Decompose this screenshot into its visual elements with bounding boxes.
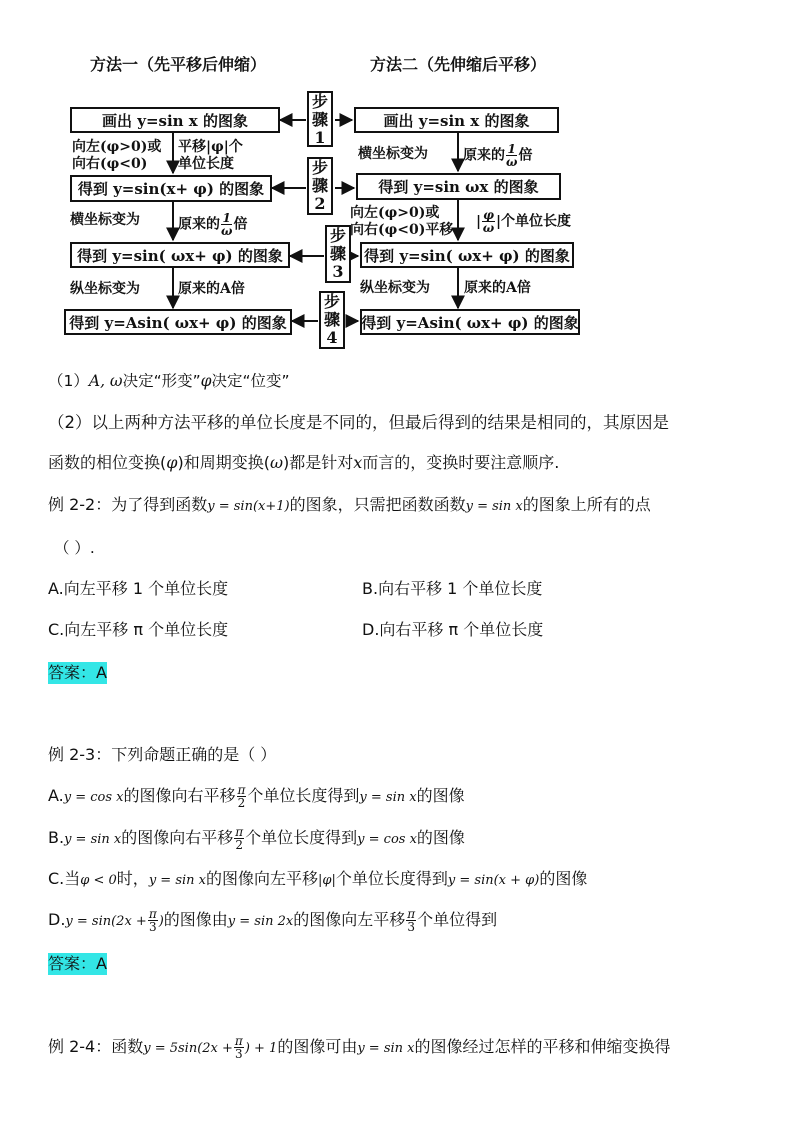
ex22-question-line-1 [48,494,651,518]
ex24-func-b: ) + 1 [244,1041,278,1056]
left-box-4: 得到 y=Asin( ωx+ φ) 的图象 [64,309,292,335]
ex23-d-frac1-num: π [148,907,157,921]
ex23-a-fraction [237,784,247,809]
ex23-d-text-1: 的图像由 [163,910,228,929]
ex22-option-b[interactable]: B.向右平移 1 个单位长度 [362,579,543,598]
ex23-b-text-3: 的图像 [416,828,465,847]
ex23-d-frac1-den: 3 [148,920,157,934]
left-shift-text-c: 平移|φ|个 [178,139,243,155]
ex24-frac-num: π [234,1034,243,1048]
ex23-d-text-3: 个单位得到 [417,910,498,929]
right-box-3: 得到 y=sin( ωx+ φ) 的图象 [360,242,574,268]
ex23-c-func-1: y = sin x [148,873,206,888]
note-1-num: （1） [48,372,89,390]
ex23-b-func-1: y = sin x [64,832,122,847]
left-box-2: 得到 y=sin(x+ φ) 的图象 [70,175,272,202]
left-box-1: 画出 y=sin x 的图象 [70,107,280,133]
step-4-label: 步 骤 4 [323,292,340,347]
right-shift-text-a: 向左(φ>0)或 [350,205,440,221]
right-frac-den: ω [506,155,518,169]
right-scale-y-text-b: 原来的A倍 [464,280,531,296]
right-box-1: 画出 y=sin x 的图象 [354,107,559,133]
ex23-a-text-3: 的图像 [416,786,465,805]
ex23-d-label: D. [48,910,66,929]
ex23-d-func-2: y = sin 2x [227,914,294,929]
left-shift-text-a: 向左(φ>0)或 [72,139,162,155]
ex23-b-frac-num: π [235,825,244,839]
note-1-text-a: 决定“形变” [122,372,201,390]
right-box-4: 得到 y=Asin( ωx+ φ) 的图象 [360,309,580,335]
ex23-c-text-4: 的图像 [539,869,588,888]
ex22-option-a[interactable]: A.向左平移 1 个单位长度 [48,579,229,598]
ex22-answer: 答案：A [48,663,107,682]
left-shift-text-d: 单位长度 [178,156,234,172]
ex22-func-2: y = sin x [465,499,523,514]
note-2-line-1: （2）以上两种方法平移的单位长度是不同的，但最后得到的结果是相同的，其原因是 [48,413,669,432]
right-shift-frac-den: ω [482,221,495,235]
left-frac-den: ω [221,224,233,238]
step-box-3 [325,225,351,283]
method1-title: 方法一（先平移后伸缩） [90,55,267,74]
ex23-d-frac2-num: π [407,907,416,921]
ex23-b-label: B. [48,828,65,847]
ex24-fraction [234,1035,244,1060]
note-2-omega: ω [269,453,283,472]
ex23-a-frac-num: π [237,783,246,797]
ex22-text-a: 例 2-2：为了得到函数 [48,495,208,514]
left-scale-x-text-b [178,212,247,237]
step-box-4 [319,291,345,349]
step-2-label: 步 骤 2 [311,158,328,213]
note-2-text-c: )都是针对 [283,453,354,472]
ex24-text-c: 的图像经过怎样的平移和伸缩变换得 [414,1037,671,1056]
note-2-x: x [353,453,363,472]
right-scale-y-text-a: 纵坐标变为 [360,280,430,296]
left-scale-y-text-b: 原来的A倍 [178,281,245,297]
ex23-a-text-1: 的图像向右平移 [123,786,236,805]
note-2-phi: φ [166,453,178,472]
ex24-text-a: 例 2-4：函数 [48,1037,144,1056]
note-1-phi: φ [200,372,212,390]
ex23-d-text-2: 的图像向左平移 [293,910,406,929]
ex23-d-fraction-1 [148,908,158,933]
ex23-c-label: C.当 [48,869,81,888]
ex23-answer: 答案：A [48,954,107,973]
left-scale-x-fraction [221,212,232,237]
ex22-option-c[interactable]: C.向左平移 π 个单位长度 [48,620,229,639]
step-3-label: 步 骤 3 [329,226,346,281]
step-1-label: 步 骤 1 [311,92,328,147]
right-shift-text-b: 向右(φ<0)平移 [350,222,454,238]
ex22-text-c: 的图象上所有的点 [522,495,651,514]
ex23-c-text-1: 时， [116,869,149,888]
ex23-c-text-2: 的图像向左平移 [205,869,318,888]
right-shift-text-c: | $\frac{\varphi}{\omega}$ |个单位长度 [476,208,572,235]
ex24-frac-den: 3 [235,1047,243,1061]
ex23-a-func-2: y = sin x [359,790,417,805]
ex23-c-abs-phi: |φ| [318,873,336,888]
ex23-b-fraction [234,826,244,851]
ex24-func-a: y = 5sin(2x + [143,1041,233,1056]
ex22-text-b: 的图象，只需把函数函数 [289,495,466,514]
ex23-option-a[interactable] [48,784,465,809]
right-scale-x-text-a: 横坐标变为 [358,146,428,162]
ex23-option-c[interactable] [48,868,587,892]
right-box-2: 得到 y=sin ωx 的图象 [356,173,561,200]
transformation-flowchart [56,45,596,350]
left-box-3: 得到 y=sin( ωx+ φ) 的图象 [70,242,290,268]
ex23-c-cond: φ < 0 [80,873,117,888]
ex23-a-frac-den: 2 [237,796,246,810]
right-scale-x-prefix: 原来的 [463,147,505,164]
note-2-line-2 [48,452,559,474]
ex23-title: 例 2-3：下列命题正确的是（ ） [48,745,277,764]
left-scale-x-text-a: 横坐标变为 [70,212,140,228]
right-shift-frac-num: φ [483,208,494,222]
ex23-d-frac2-den: 3 [407,920,416,934]
ex23-a-label: A. [48,786,64,805]
right-scale-x-text-b [463,143,532,168]
left-shift-text-b: 向右(φ<0) [72,156,148,172]
ex23-option-b[interactable] [48,826,465,851]
ex23-d-func-1b: ) [158,914,164,929]
right-scale-x-suffix: 倍 [518,147,533,164]
method2-title: 方法二（先伸缩后平移） [370,55,547,74]
left-scale-x-suffix: 倍 [233,216,248,233]
right-frac-num: 1 [507,142,516,156]
note-1-text-b: 决定“位变” [211,372,290,390]
note-2-text-d: 而言的，变换时要注意顺序. [362,453,560,472]
ex23-d-fraction-2 [406,908,416,933]
ex23-b-frac-den: 2 [235,838,244,852]
ex22-question-line-2: （ ）. [54,539,95,557]
ex22-func-1: y = sin(x+1) [207,499,290,514]
ex23-b-func-2: y = cos x [357,832,417,847]
left-scale-y-text-a: 纵坐标变为 [70,281,140,297]
right-shift-fraction [482,209,495,234]
ex23-a-func-1: y = cos x [63,790,124,805]
ex23-d-func-1a: y = sin(2x + [65,914,147,929]
ex24-question [48,1035,671,1060]
ex23-option-d[interactable] [48,908,497,933]
ex23-c-func-2: y = sin(x + φ) [447,873,540,888]
left-scale-x-prefix: 原来的 [178,216,220,233]
ex22-option-d[interactable]: D.向右平移 π 个单位长度 [362,620,544,639]
note-1-vars: A, ω [88,372,123,390]
note-2-text-b: )和周期变换( [177,453,270,472]
right-scale-x-fraction [506,143,517,168]
ex24-func-2: y = sin x [357,1041,415,1056]
step-box-2 [307,157,333,215]
ex24-text-b: 的图像可由 [277,1037,358,1056]
left-frac-num: 1 [222,211,231,225]
right-shift-suffix: 个单位长度 [501,213,572,230]
ex23-a-text-2: 个单位长度得到 [247,786,360,805]
step-box-1 [307,91,333,147]
note-2-text-a: 函数的相位变换( [48,453,167,472]
ex23-b-text-1: 的图像向右平移 [121,828,234,847]
ex23-c-text-3: 个单位长度得到 [335,869,448,888]
ex23-b-text-2: 个单位长度得到 [245,828,358,847]
note-1 [48,370,290,392]
